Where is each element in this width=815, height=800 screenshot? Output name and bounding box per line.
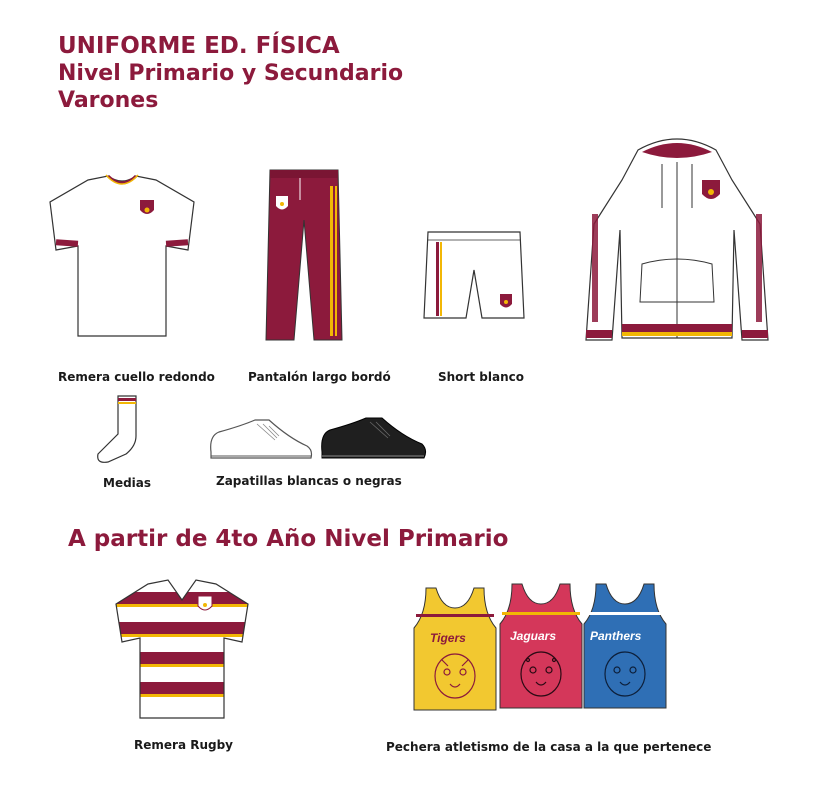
school-crest-icon bbox=[276, 196, 288, 210]
tank-tiger bbox=[412, 584, 498, 714]
house-label-panthers: Panthers bbox=[590, 629, 642, 643]
caption-remera: Remera cuello redondo bbox=[58, 370, 215, 384]
white-sneaker-icon bbox=[207, 416, 313, 464]
rugby-shirt-icon bbox=[114, 578, 250, 724]
page-subtitle-level: Nivel Primario y Secundario bbox=[58, 61, 404, 86]
black-sneaker-icon bbox=[318, 414, 428, 464]
t-shirt-icon bbox=[48, 172, 196, 344]
sock-icon bbox=[96, 394, 148, 466]
school-crest-icon bbox=[140, 200, 154, 214]
caption-short: Short blanco bbox=[438, 370, 524, 384]
caption-pechera: Pechera atletismo de la casa a la que pertenece bbox=[386, 740, 712, 754]
shorts-icon bbox=[422, 228, 526, 324]
house-label-tigers: Tigers bbox=[430, 631, 466, 645]
pants-icon bbox=[264, 166, 344, 346]
page-subtitle-gender: Varones bbox=[58, 88, 159, 113]
caption-medias: Medias bbox=[103, 476, 152, 490]
school-crest-icon bbox=[500, 294, 512, 308]
section-title: A partir de 4to Año Nivel Primario bbox=[68, 526, 509, 552]
hoodie-icon bbox=[582, 134, 772, 346]
house-label-jaguars: Jaguars bbox=[510, 629, 557, 643]
page-title: UNIFORME ED. FÍSICA bbox=[58, 33, 340, 59]
tank-jaguar bbox=[498, 580, 584, 712]
school-crest-icon bbox=[198, 596, 212, 610]
caption-rugby: Remera Rugby bbox=[134, 738, 233, 752]
school-crest-icon bbox=[702, 180, 720, 199]
caption-pantalon: Pantalón largo bordó bbox=[248, 370, 391, 384]
caption-zapatillas: Zapatillas blancas o negras bbox=[216, 474, 402, 488]
tank-panther bbox=[582, 580, 668, 712]
